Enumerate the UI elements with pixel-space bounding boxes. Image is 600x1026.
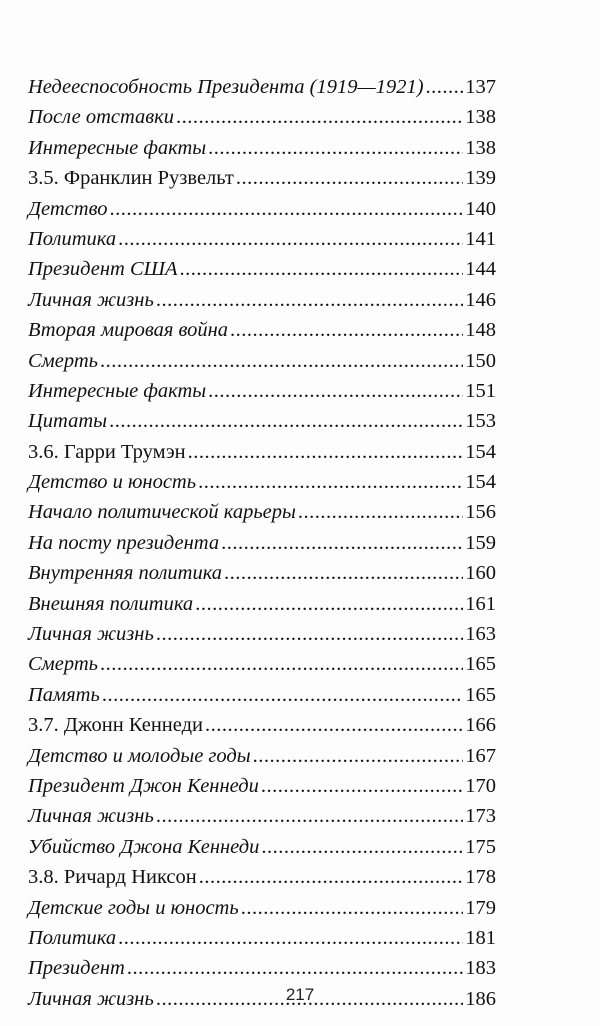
toc-entry-page: 166 [465,714,496,737]
toc-entry-title: Память [28,683,100,706]
toc-entry-page: 139 [465,167,496,190]
toc-entry-page: 167 [465,744,496,767]
toc-entry-title: Внешняя политика [28,592,194,615]
dot-leader [188,437,464,467]
toc-entry [28,285,496,315]
toc-entry [28,406,496,436]
toc-entry [28,801,496,831]
toc-entry [28,649,496,679]
dot-leader [221,528,463,558]
dot-leader [198,467,463,497]
toc-entry-page: 170 [465,774,496,797]
dot-leader [102,680,463,710]
toc-entry-title: Интересные факты [28,379,207,402]
toc-entry [28,497,496,527]
toc-entry-page: 154 [465,471,496,494]
toc-entry [28,528,496,558]
dot-leader [100,649,463,679]
page-number: 217 [285,985,315,1004]
toc-entry [28,315,496,345]
toc-entry-title: Вторая мировая война [28,319,229,342]
dot-leader [100,346,463,376]
toc-entry [28,893,496,923]
toc-entry-page: 148 [465,319,496,342]
toc-entry-page: 138 [465,106,496,129]
toc-entry-page: 154 [465,440,496,463]
toc-entry-title: Убийство Джона Кеннеди [28,835,260,858]
dot-leader [241,893,464,923]
toc-entry-page: 160 [465,562,496,585]
toc-entry-page: 146 [465,288,496,311]
toc-entry-title: 3.6. Гарри Трумэн [28,440,186,463]
toc-entry [28,589,496,619]
toc-chapter-entry [28,710,496,740]
toc-entry-title: Личная жизнь [28,987,154,1010]
toc-entry [28,133,496,163]
toc-entry-page: 183 [465,957,496,980]
toc-entry [28,72,496,102]
toc-entry [28,346,496,376]
toc-chapter-entry [28,163,496,193]
toc-entry-page: 181 [465,926,496,949]
toc-entry-page: 163 [465,623,496,646]
toc-entry-title: 3.8. Ричард Никсон [28,866,197,889]
toc-entry-title: Начало политической карьеры [28,501,296,524]
toc-entry-title: Детство и молодые годы [28,744,251,767]
toc-entry-title: Личная жизнь [28,805,154,828]
toc-entry-page: 140 [465,197,496,220]
toc-entry-title: Детские годы и юность [28,896,239,919]
dot-leader [261,832,463,862]
toc-entry-page: 137 [465,76,496,98]
toc-entry [28,741,496,771]
toc-entry-page: 175 [465,835,496,858]
toc-entry-title: Смерть [28,349,98,372]
toc-entry-page: 186 [465,987,496,1010]
toc-entry [28,923,496,953]
toc-entry-title: После отставки [28,106,175,129]
toc-entry-title: Личная жизнь [28,288,154,311]
toc-entry-title: Недееспособность Президента (1919—1921) [28,76,424,98]
dot-leader [156,801,463,831]
dot-leader [176,102,463,132]
toc-entry [28,619,496,649]
toc-entry-page: 156 [465,501,496,524]
toc-entry-page: 144 [465,258,496,281]
toc-entry [28,832,496,862]
toc-chapter-entry [28,437,496,467]
toc-entry-title: Смерть [28,653,98,676]
toc-entry-title: Цитаты [28,410,108,433]
toc-entry-page: 161 [465,592,496,615]
table-of-contents [28,72,496,1014]
dot-leader [118,224,463,254]
toc-entry [28,224,496,254]
toc-entry [28,467,496,497]
dot-leader [236,163,463,193]
dot-leader [261,771,463,801]
toc-entry [28,771,496,801]
toc-entry-page: 150 [465,349,496,372]
toc-entry [28,254,496,284]
dot-leader [253,741,464,771]
toc-entry-page: 153 [465,410,496,433]
dot-leader [224,558,463,588]
toc-entry-title: 3.7. Джонн Кеннеди [28,714,203,737]
toc-entry-title: 3.5. Франклин Рузвельт [28,167,234,190]
dot-leader [298,497,463,527]
dot-leader [109,406,463,436]
dot-leader [118,923,463,953]
toc-entry-page: 165 [465,653,496,676]
toc-entry [28,680,496,710]
toc-entry-page: 159 [465,531,496,554]
toc-entry-page: 165 [465,683,496,706]
toc-entry-title: Политика [28,926,117,949]
toc-entry-title: Интересные факты [28,136,207,159]
toc-chapter-entry [28,862,496,892]
dot-leader [109,194,463,224]
toc-entry-page: 173 [465,805,496,828]
toc-entry-page: 178 [465,866,496,889]
toc-entry-title: Личная жизнь [28,623,154,646]
toc-entry-page: 138 [465,136,496,159]
toc-entry-title: Президент [28,957,125,980]
dot-leader [195,589,463,619]
toc-entry-title: Детство и юность [28,471,197,494]
dot-leader [127,953,463,983]
dot-leader [156,285,463,315]
toc-entry-title: Президент Джон Кеннеди [28,774,259,797]
toc-entry-title: Президент США [28,258,178,281]
toc-entry-title: На посту президента [28,531,220,554]
dot-leader [230,315,463,345]
toc-entry [28,558,496,588]
dot-leader [199,862,464,892]
toc-entry-page: 179 [465,896,496,919]
toc-entry [28,376,496,406]
dot-leader [205,710,463,740]
toc-entry-title: Внутренняя политика [28,562,223,585]
toc-entry [28,194,496,224]
toc-entry [28,953,496,983]
toc-entry-page: 151 [465,379,496,402]
dot-leader [208,376,463,406]
toc-entry-page: 141 [465,227,496,250]
toc-entry-title: Политика [28,227,117,250]
dot-leader [426,72,464,102]
toc-entry [28,102,496,132]
toc-entry-title: Детство [28,197,108,220]
dot-leader [156,619,463,649]
dot-leader [180,254,464,284]
dot-leader [208,133,463,163]
